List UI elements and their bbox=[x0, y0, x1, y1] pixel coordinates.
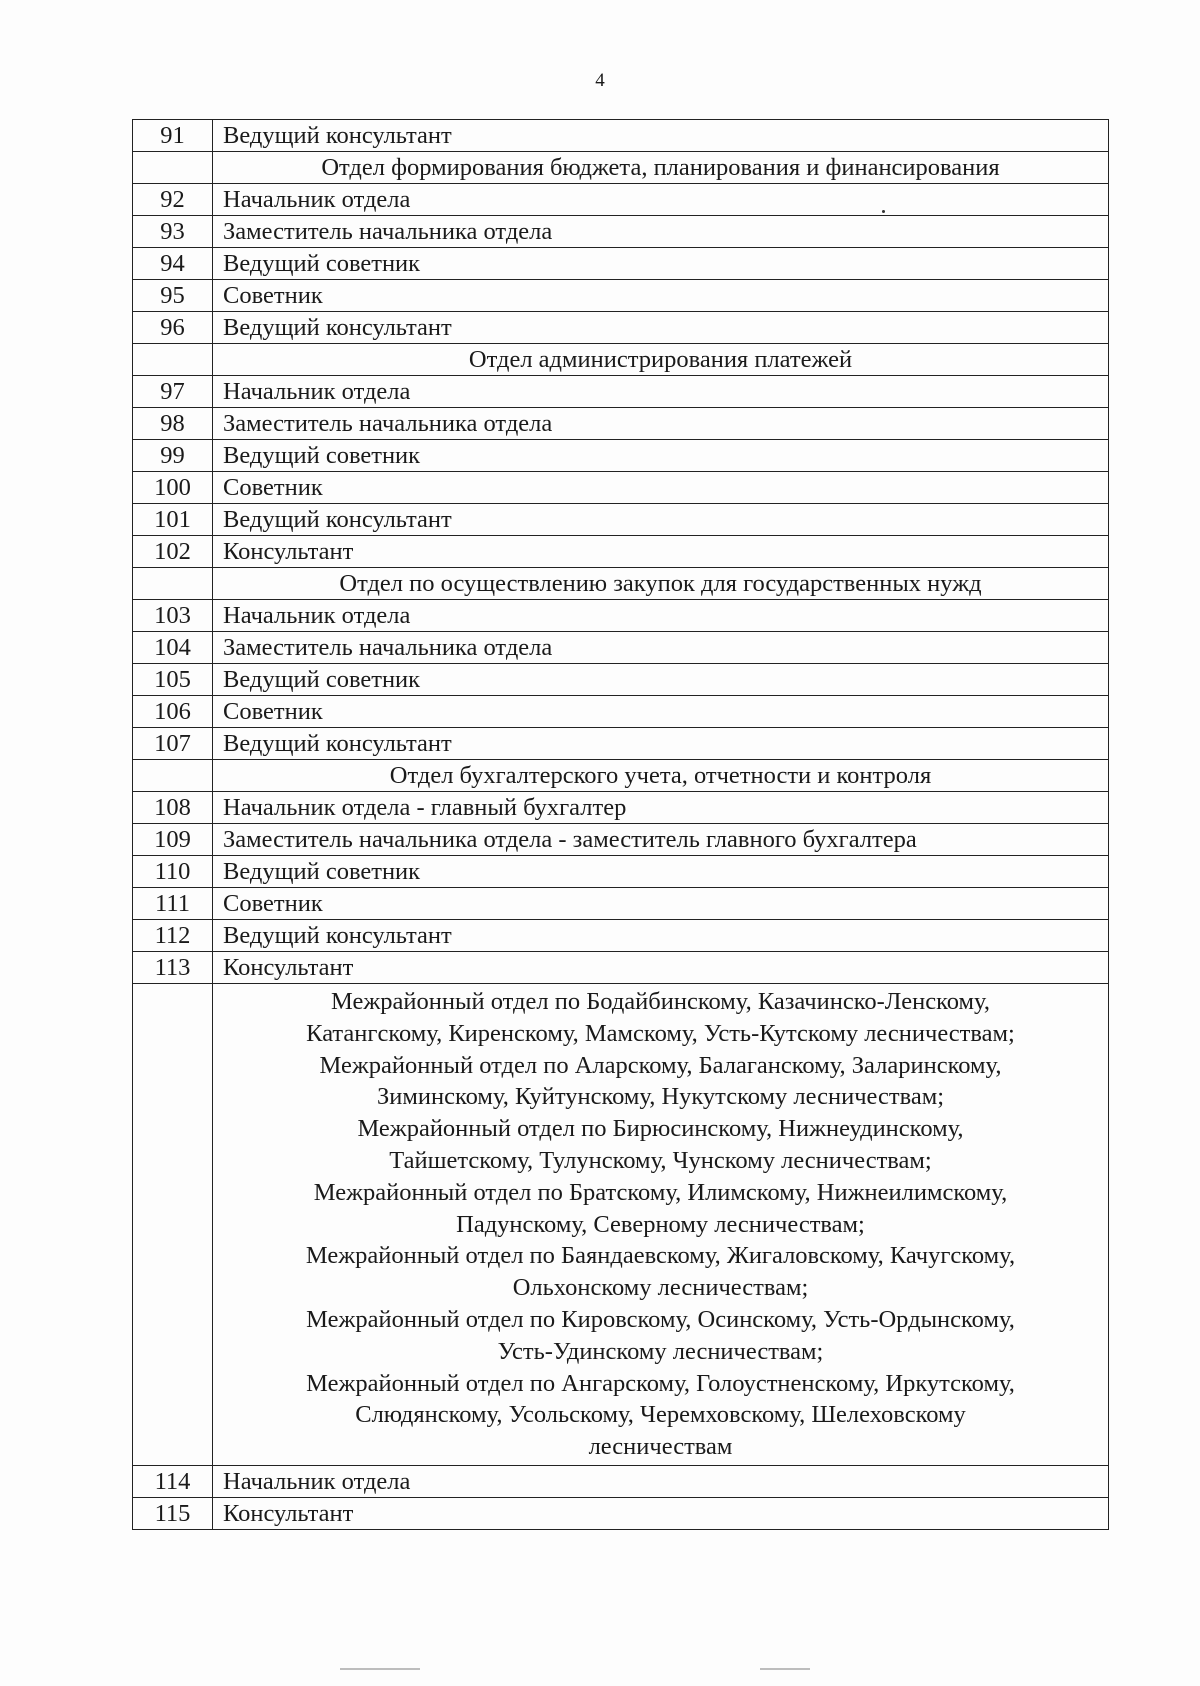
position-title: Консультант bbox=[213, 952, 1109, 984]
position-row bbox=[133, 184, 1109, 216]
position-title: Советник bbox=[213, 696, 1109, 728]
position-title: Консультант bbox=[213, 1497, 1109, 1529]
scan-noise bbox=[760, 1668, 810, 1670]
empty-number-cell bbox=[133, 344, 213, 376]
department-line: Слюдянскому, Усольскому, Черемховскому, Шелеховскому bbox=[355, 1401, 966, 1429]
row-number: 103 bbox=[133, 600, 213, 632]
department-name: Отдел по осуществлению закупок для государственных нужд bbox=[213, 568, 1109, 600]
department-line: Зиминскому, Куйтунскому, Нукутскому лесничествам; bbox=[376, 1083, 945, 1111]
position-row bbox=[133, 728, 1109, 760]
department-line: Межрайонный отдел по Бирюсинскому, Нижнеудинскому, bbox=[357, 1115, 964, 1143]
row-number: 100 bbox=[133, 472, 213, 504]
row-number: 113 bbox=[133, 952, 213, 984]
position-row bbox=[133, 920, 1109, 952]
position-title: Консультант bbox=[213, 536, 1109, 568]
row-number: 96 bbox=[133, 312, 213, 344]
department-line: Тайшетскому, Тулунскому, Чунскому лесничествам; bbox=[389, 1146, 932, 1174]
row-number: 99 bbox=[133, 440, 213, 472]
row-number: 115 bbox=[133, 1497, 213, 1529]
department-line: Межрайонный отдел по Братскому, Илимскому, Нижнеилимскому, bbox=[313, 1178, 1008, 1206]
position-title: Советник bbox=[213, 888, 1109, 920]
position-row bbox=[133, 216, 1109, 248]
position-title: Ведущий советник bbox=[213, 248, 1109, 280]
position-row bbox=[133, 664, 1109, 696]
position-row bbox=[133, 248, 1109, 280]
empty-number-cell bbox=[133, 760, 213, 792]
row-number: 108 bbox=[133, 792, 213, 824]
position-row bbox=[133, 1465, 1109, 1497]
row-number: 106 bbox=[133, 696, 213, 728]
department-line: Межрайонный отдел по Баяндаевскому, Жигаловскому, Качугскому, bbox=[305, 1242, 1016, 1270]
row-number: 97 bbox=[133, 376, 213, 408]
position-title: Заместитель начальника отдела - заместитель главного бухгалтера bbox=[213, 824, 1109, 856]
position-title: Начальник отдела bbox=[213, 600, 1109, 632]
position-row bbox=[133, 1497, 1109, 1529]
position-title: Ведущий советник bbox=[213, 664, 1109, 696]
row-number: 102 bbox=[133, 536, 213, 568]
position-title: Начальник отдела bbox=[213, 1465, 1109, 1497]
position-row bbox=[133, 696, 1109, 728]
row-number: 94 bbox=[133, 248, 213, 280]
department-block-row bbox=[133, 984, 1109, 1466]
position-title: Ведущий консультант bbox=[213, 920, 1109, 952]
position-row bbox=[133, 472, 1109, 504]
position-title: Заместитель начальника отдела bbox=[213, 632, 1109, 664]
department-line: Падунскому, Северному лесничествам; bbox=[456, 1210, 865, 1238]
empty-number-cell bbox=[133, 984, 213, 1466]
department-line: Межрайонный отдел по Аларскому, Балаганскому, Заларинскому, bbox=[319, 1051, 1002, 1079]
positions-table-body bbox=[133, 120, 1109, 1530]
department-line: Ольхонскому лесничествам; bbox=[512, 1274, 809, 1302]
position-title: Ведущий советник bbox=[213, 440, 1109, 472]
position-row bbox=[133, 856, 1109, 888]
row-number: 107 bbox=[133, 728, 213, 760]
position-row bbox=[133, 504, 1109, 536]
scan-noise bbox=[340, 1668, 420, 1670]
department-line: Межрайонный отдел по Бодайбинскому, Казачинско-Ленскому, bbox=[331, 988, 990, 1015]
department-name: Отдел формирования бюджета, планирования и финансирования bbox=[213, 152, 1109, 184]
position-title: Заместитель начальника отдела bbox=[213, 408, 1109, 440]
department-line: Межрайонный отдел по Кировскому, Осинскому, Усть-Ордынскому, bbox=[306, 1305, 1015, 1333]
row-number: 95 bbox=[133, 280, 213, 312]
department-row bbox=[133, 152, 1109, 184]
position-row bbox=[133, 536, 1109, 568]
row-number: 91 bbox=[133, 120, 213, 152]
positions-table bbox=[132, 119, 1109, 1530]
department-name: Отдел администрирования платежей bbox=[213, 344, 1109, 376]
department-name: Отдел бухгалтерского учета, отчетности и контроля bbox=[213, 760, 1109, 792]
page-number: 4 bbox=[595, 70, 605, 91]
department-line: Усть-Удинскому лесничествам; bbox=[497, 1337, 824, 1365]
department-list bbox=[213, 984, 1109, 1466]
position-row bbox=[133, 792, 1109, 824]
position-row bbox=[133, 312, 1109, 344]
row-number: 109 bbox=[133, 824, 213, 856]
department-line: Межрайонный отдел по Ангарскому, Голоустненскому, Иркутскому, bbox=[306, 1369, 1015, 1397]
position-title: Начальник отдела bbox=[213, 376, 1109, 408]
department-row bbox=[133, 568, 1109, 600]
position-row bbox=[133, 120, 1109, 152]
position-row bbox=[133, 824, 1109, 856]
department-row bbox=[133, 760, 1109, 792]
stray-mark bbox=[882, 210, 885, 213]
position-title: Заместитель начальника отдела bbox=[213, 216, 1109, 248]
position-row bbox=[133, 408, 1109, 440]
position-title: Ведущий консультант bbox=[213, 504, 1109, 536]
position-title: Начальник отдела - главный бухгалтер bbox=[213, 792, 1109, 824]
position-title: Советник bbox=[213, 472, 1109, 504]
row-number: 111 bbox=[133, 888, 213, 920]
position-row bbox=[133, 280, 1109, 312]
row-number: 92 bbox=[133, 184, 213, 216]
position-title: Ведущий советник bbox=[213, 856, 1109, 888]
row-number: 110 bbox=[133, 856, 213, 888]
row-number: 104 bbox=[133, 632, 213, 664]
position-title: Ведущий консультант bbox=[213, 312, 1109, 344]
row-number: 98 bbox=[133, 408, 213, 440]
row-number: 101 bbox=[133, 504, 213, 536]
row-number: 112 bbox=[133, 920, 213, 952]
row-number: 93 bbox=[133, 216, 213, 248]
empty-number-cell bbox=[133, 568, 213, 600]
position-title: Ведущий консультант bbox=[213, 120, 1109, 152]
position-title: Советник bbox=[213, 280, 1109, 312]
row-number: 105 bbox=[133, 664, 213, 696]
department-row bbox=[133, 344, 1109, 376]
department-line: лесничествам bbox=[588, 1433, 733, 1461]
position-row bbox=[133, 600, 1109, 632]
position-row bbox=[133, 888, 1109, 920]
position-row bbox=[133, 440, 1109, 472]
department-line: Катангскому, Киренскому, Мамскому, Усть-Кутскому лесничествам; bbox=[306, 1019, 1015, 1047]
empty-number-cell bbox=[133, 152, 213, 184]
position-title: Начальник отдела bbox=[213, 184, 1109, 216]
row-number: 114 bbox=[133, 1465, 213, 1497]
position-row bbox=[133, 632, 1109, 664]
position-title: Ведущий консультант bbox=[213, 728, 1109, 760]
position-row bbox=[133, 376, 1109, 408]
position-row bbox=[133, 952, 1109, 984]
